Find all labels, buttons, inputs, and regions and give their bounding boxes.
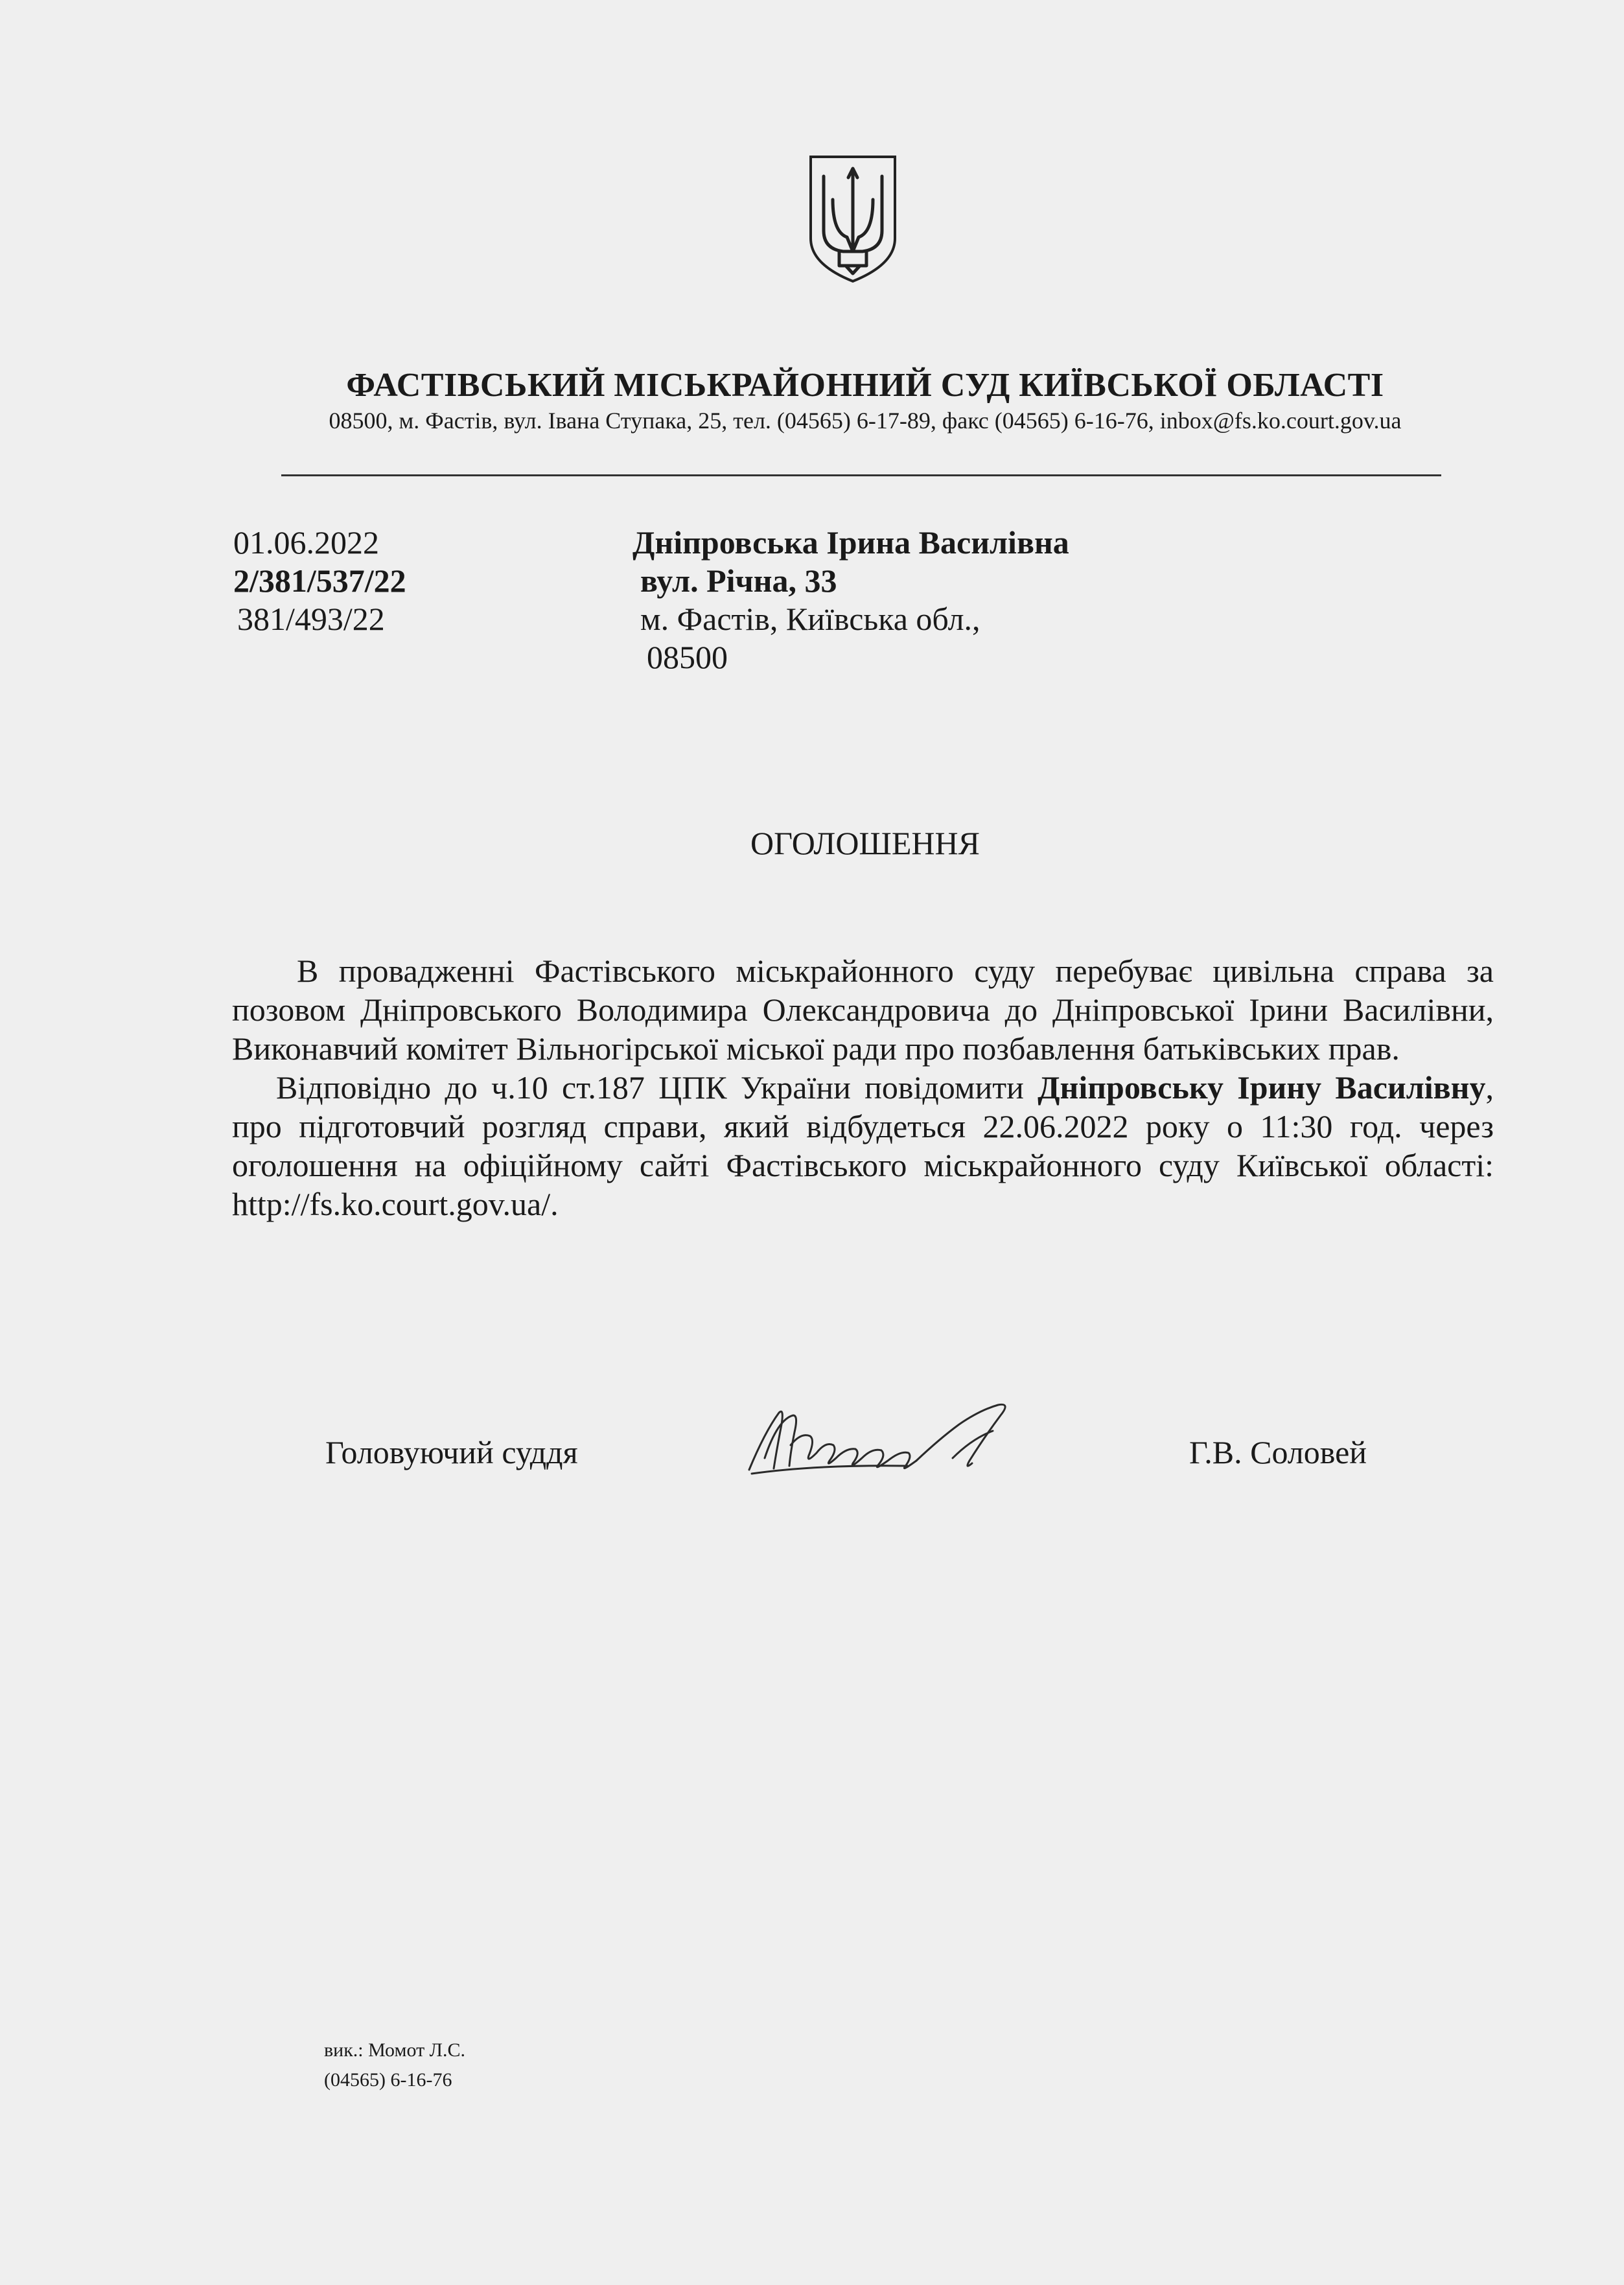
court-name: ФАСТІВСЬКИЙ МІСЬКРАЙОННИЙ СУД КИЇВСЬКОЇ ОБЛАСТІ [346, 367, 1384, 404]
paragraph-2-start: Відповідно до ч.10 ст.187 ЦПК України повідомити [276, 1069, 1038, 1106]
document-date: 01.06.2022 [233, 524, 379, 561]
presiding-judge-label: Головуючий суддя [325, 1434, 578, 1470]
paragraph-2-addressee: Дніпровську Ірину Василівну [1038, 1069, 1486, 1106]
body-paragraph-2 [232, 1068, 1494, 1224]
proceeding-number: 381/493/22 [237, 601, 385, 637]
header-divider [281, 474, 1441, 476]
document-title: ОГОЛОШЕННЯ [750, 825, 980, 861]
addressee-zip: 08500 [647, 639, 728, 675]
addressee-city: м. Фастів, Київська обл., [640, 601, 980, 637]
executor-footer [324, 2036, 465, 2095]
addressee-name: Дніпровська Ірина Василівна [632, 524, 1069, 561]
handwritten-signature [739, 1393, 1043, 1490]
addressee-street: вул. Річна, 33 [640, 563, 837, 599]
body-paragraph-1: В провадженні Фастівського міськрайонного суду перебуває цивільна справа за позовом Дніпровського Володимира Олександровича до Дніпровської Ірини Василівни, Виконавчий комітет Вільногірської міської ради про позбавлення батьківських прав. [232, 953, 1494, 1067]
executor-phone: (04565) 6-16-76 [324, 2069, 452, 2091]
paragraph-2-end: , про підготовчий розгляд справи, який відбудеться 22.06.2022 року о 11:30 год. через оголошення на офіційному сайті Фастівського міськрайонного суду Київської області: http://fs.ko.court.gov.ua/. [232, 1069, 1494, 1222]
signer-name: Г.В. Соловей [1189, 1434, 1367, 1470]
coat-of-arms-emblem [807, 154, 899, 284]
document-meta [233, 524, 406, 638]
addressee-block [632, 524, 1069, 677]
executor-name: вик.: Момот Л.С. [324, 2039, 466, 2061]
court-contact-line: 08500, м. Фастів, вул. Івана Ступака, 25, тел. (04565) 6-17-89, факс (04565) 6-16-76, inbox@fs.ko.court.gov.ua [329, 408, 1402, 434]
announcement-body [232, 951, 1494, 1224]
case-number: 2/381/537/22 [233, 563, 406, 599]
